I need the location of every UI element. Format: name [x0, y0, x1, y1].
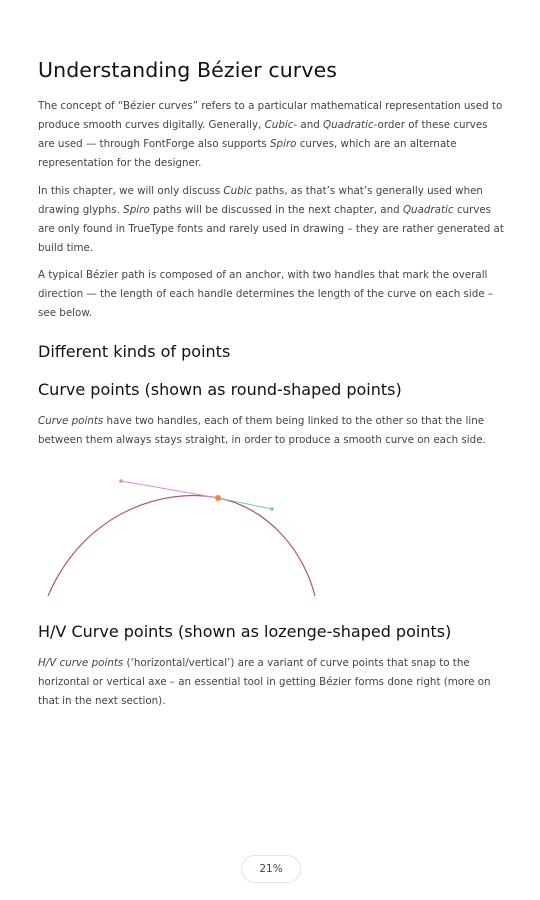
section-heading-curve-points: Curve points (shown as round-shaped points)	[38, 380, 402, 399]
bezier-curve-illustration	[44, 472, 324, 602]
intro-paragraph-2: In this chapter, we will only discuss Cubic paths, as that’s what’s generally used when drawing glyphs. Spiro paths will be discussed in the next chapter, and Quadratic curves are only found in TrueType fonts and rarely used in drawing – they are rather generated at build time.	[38, 185, 504, 254]
curve-point-anchor	[215, 495, 221, 501]
hv-curve-points-paragraph: H/V curve points (‘horizontal/vertical’) are a variant of curve points that snap to the horizontal or vertical axe – an essential tool in getting Bézier forms done right (more on that in the next section).	[38, 657, 491, 707]
section-heading-hv-curve-points: H/V Curve points (shown as lozenge-shaped points)	[38, 622, 452, 641]
curve-points-paragraph: Curve points have two handles, each of them being linked to the other so that the line between them always stays straight, in order to produce a smooth curve on each side.	[38, 415, 486, 446]
left-handle-line	[121, 481, 218, 498]
section-heading-kinds: Different kinds of points	[38, 342, 231, 361]
intro-paragraph-1: The concept of “Bézier curves” refers to a particular mathematical representation used to produce smooth curves digitally. Generally, Cubic- and Quadratic-order of these curves are used — through FontForge also supports Spiro curves, which are an alternate representation for the designer.	[38, 100, 503, 169]
bezier-curve	[48, 496, 315, 596]
right-handle-point	[270, 507, 274, 511]
left-handle-point	[119, 479, 123, 483]
page-title: Understanding Bézier curves	[38, 58, 338, 82]
intro-paragraph-3: A typical Bézier path is composed of an anchor, with two handles that mark the overall direction — the length of each handle determines the length of the curve on each side – see below.	[38, 269, 494, 319]
reading-progress-badge: 21%	[241, 855, 301, 883]
